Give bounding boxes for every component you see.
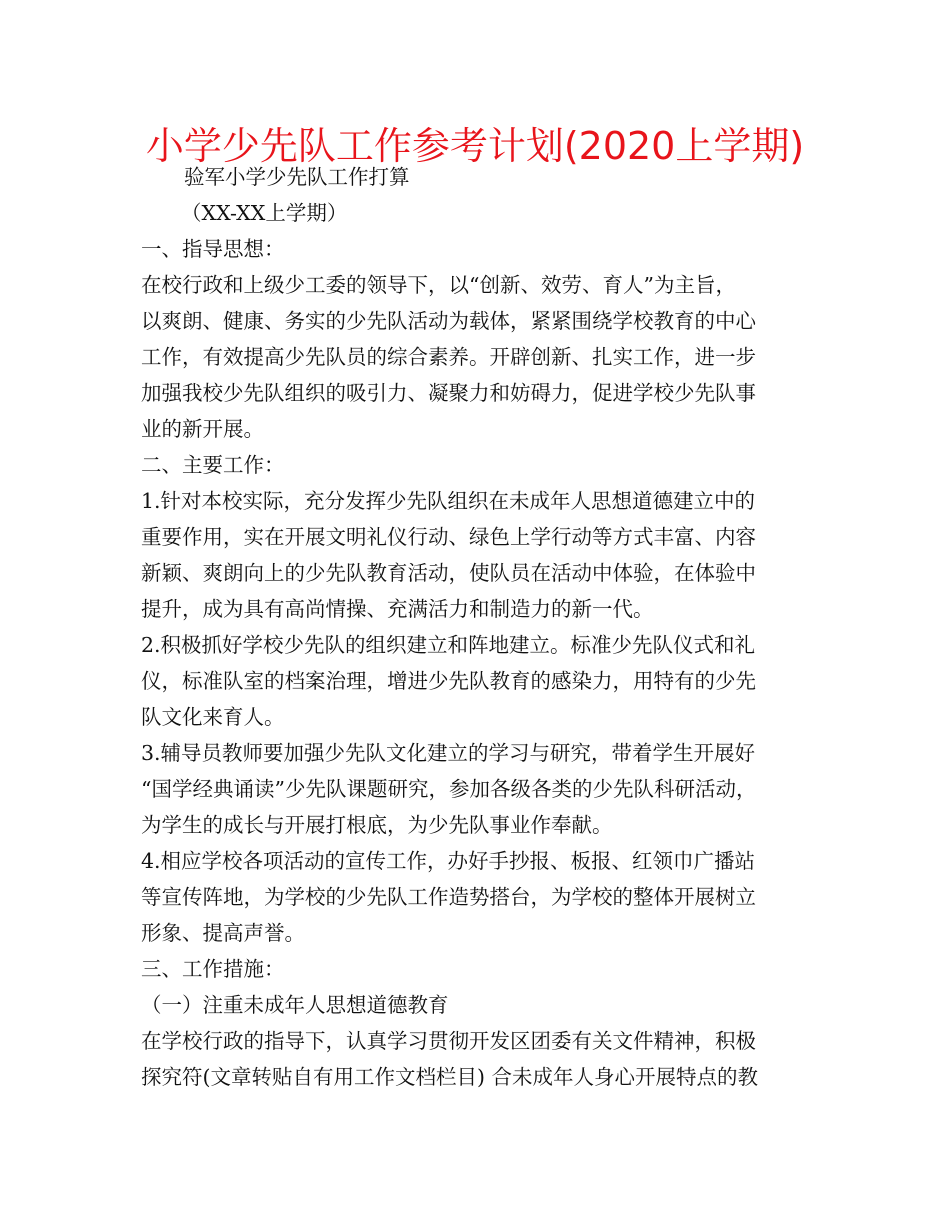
paragraph-line: 提升，成为具有高尚情操、充满活力和制造力的新一代。 — [141, 597, 654, 621]
paragraph-line: 2.积极抓好学校少先队的组织建立和阵地建立。标准少先队仪式和礼 — [141, 633, 756, 657]
paragraph-line: 新颖、爽朗向上的少先队教育活动，使队员在活动中体验，在体验中 — [141, 561, 756, 585]
paragraph-line: “国学经典诵读”少先队课题研究，参加各级各类的少先队科研活动， — [141, 777, 757, 801]
section-heading: 一、指导思想： — [141, 237, 285, 261]
section-heading: 三、工作措施： — [141, 957, 285, 981]
paragraph-line: 重要作用，实在开展文明礼仪行动、绿色上学行动等方式丰富、内容 — [141, 525, 756, 549]
paragraph-line: 形象、提高声誉。 — [141, 921, 305, 945]
paragraph-line: 1.针对本校实际，充分发挥少先队组织在未成年人思想道德建立中的 — [141, 489, 756, 513]
subsection-heading: （一）注重未成年人思想道德教育 — [141, 993, 449, 1017]
paragraph-line: 为学生的成长与开展打根底，为少先队事业作奉献。 — [141, 813, 613, 837]
subtitle-school-plan: 验军小学少先队工作打算 — [184, 165, 410, 189]
paragraph-line: 4.相应学校各项活动的宣传工作，办好手抄报、板报、红领巾广播站 — [141, 849, 756, 873]
paragraph-line: 探究符(文章转贴自有用工作文档栏目) 合未成年人身心开展特点的教 — [141, 1065, 759, 1089]
document-body — [141, 159, 821, 1095]
paragraph-line: 队文化来育人。 — [141, 705, 285, 729]
paragraph-line: 在学校行政的指导下，认真学习贯彻开发区团委有关文件精神，积极 — [141, 1029, 756, 1053]
document-title: 小学少先队工作参考计划(2020上学期) — [145, 124, 805, 168]
paragraph-line: 工作，有效提高少先队员的综合素养。开辟创新、扎实工作，进一步 — [141, 345, 756, 369]
section-heading: 二、主要工作： — [141, 453, 285, 477]
subtitle-semester: （XX-XX上学期） — [181, 201, 348, 225]
paragraph-line: 以爽朗、健康、务实的少先队活动为载体，紧紧围绕学校教育的中心 — [141, 309, 756, 333]
paragraph-line: 在校行政和上级少工委的领导下，以“创新、效劳、育人”为主旨， — [141, 273, 736, 297]
paragraph-line: 仪，标准队室的档案治理，增进少先队教育的感染力，用特有的少先 — [141, 669, 756, 693]
paragraph-line: 3.辅导员教师要加强少先队文化建立的学习与研究，带着学生开展好 — [141, 741, 756, 765]
paragraph-line: 加强我校少先队组织的吸引力、凝聚力和妨碍力，促进学校少先队事 — [141, 381, 756, 405]
paragraph-line: 等宣传阵地，为学校的少先队工作造势搭台，为学校的整体开展树立 — [141, 885, 756, 909]
paragraph-line: 业的新开展。 — [141, 417, 264, 441]
